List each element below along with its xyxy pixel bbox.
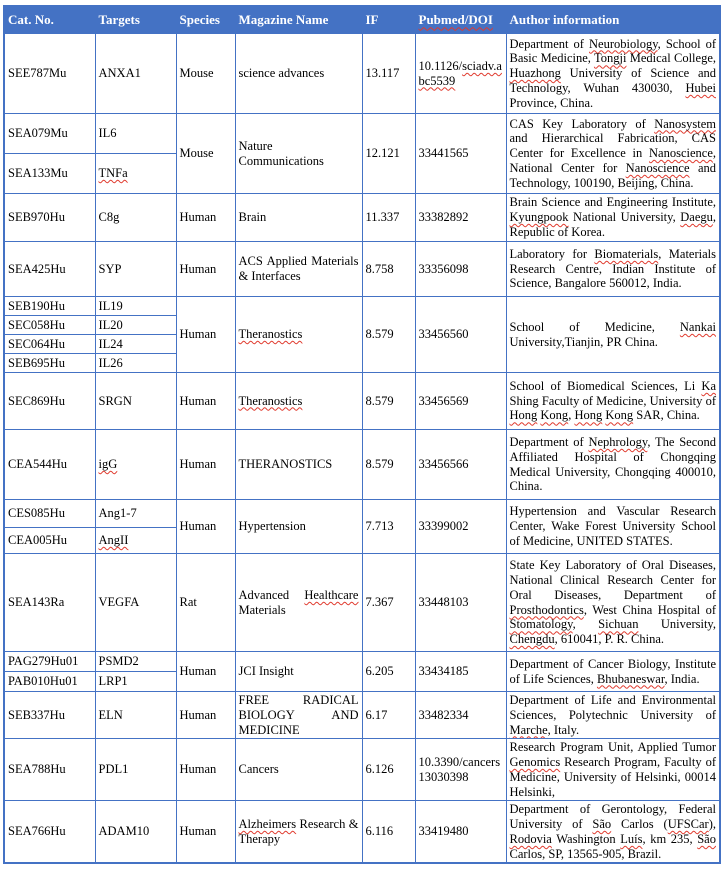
cell-target: Ang1-7 [95,500,176,528]
cell-magazine: science advances [235,34,362,114]
table-row [4,739,720,801]
table-row [4,500,720,528]
cell-species: Human [176,652,235,692]
cell-cat-no: SEA143Ra [4,554,95,652]
cell-magazine: Brain [235,194,362,242]
cell-species: Human [176,500,235,554]
cell-target: C8g [95,194,176,242]
cell-cat-no: CEA544Hu [4,430,95,500]
cell-magazine: Cancers [235,739,362,801]
cell-if: 8.579 [362,430,415,500]
cell-magazine: Nature Communications [235,114,362,194]
col-header-targets: Targets [95,6,176,34]
cell-target: IL19 [95,297,176,316]
col-header-magazine-name: Magazine Name [235,6,362,34]
cell-target: IL6 [95,114,176,154]
cell-pubmed-doi: 33456566 [415,430,506,500]
cell-target: IL26 [95,354,176,373]
table-row [4,554,720,652]
table-row [4,430,720,500]
cell-pubmed-doi: 33399002 [415,500,506,554]
table-row [4,194,720,242]
cell-species: Human [176,739,235,801]
cell-cat-no: SEA425Hu [4,242,95,297]
cell-if: 13.117 [362,34,415,114]
cell-author: Brain Science and Engineering Institute, Kyungpook National University, Daegu, Republic of Korea. [506,194,720,242]
cell-magazine: THERANOSTICS [235,430,362,500]
cell-author: State Key Laboratory of Oral Diseases, National Clinical Research Center for Oral Diseases, Department of Prosthodontics, West China Hospital of Stomatology, Sichuan University, Chengdu, 610041, P. R. China. [506,554,720,652]
cell-cat-no: SEC869Hu [4,373,95,430]
cell-cat-no: SEA133Mu [4,154,95,194]
cell-target: TNFa [95,154,176,194]
cell-author: Laboratory for Biomaterials, Materials Research Centre, Indian Institute of Science, Bangalore 560012, India. [506,242,720,297]
cell-cat-no: SEB337Hu [4,692,95,739]
cell-target: LRP1 [95,672,176,692]
cell-species: Human [176,242,235,297]
table-row [4,652,720,672]
cell-if: 6.126 [362,739,415,801]
cell-target: VEGFA [95,554,176,652]
cell-target: PDL1 [95,739,176,801]
cell-species: Human [176,430,235,500]
cell-cat-no: PAG279Hu01 [4,652,95,672]
table-row [4,242,720,297]
cell-if: 8.758 [362,242,415,297]
cell-pubmed-doi: 33356098 [415,242,506,297]
cell-if: 8.579 [362,373,415,430]
cell-species: Human [176,297,235,373]
cell-cat-no: SEB970Hu [4,194,95,242]
table-header-row [4,6,720,34]
cell-author: School of Biomedical Sciences, Li Ka Shing Faculty of Medicine, University of Hong Kong, Hong Kong SAR, China. [506,373,720,430]
col-header-species: Species [176,6,235,34]
cell-author: Department of Cancer Biology, Institute of Life Sciences, Bhubaneswar, India. [506,652,720,692]
table-row [4,801,720,864]
cell-magazine: FREE RADICAL BIOLOGY AND MEDICINE [235,692,362,739]
cell-author: Department of Nephrology, The Second Affiliated Hospital of Chongqing Medical University, Chongqing 400010, China. [506,430,720,500]
cell-if: 7.367 [362,554,415,652]
cell-pubmed-doi: 33456569 [415,373,506,430]
cell-pubmed-doi: 33434185 [415,652,506,692]
cell-author: Department of Gerontology, Federal University of São Carlos (UFSCar), Rodovia Washington Luís, km 235, São Carlos, SP, 13565-905, Brazil. [506,801,720,864]
table-row [4,692,720,739]
cell-cat-no: SEA788Hu [4,739,95,801]
cell-author: Hypertension and Vascular Research Center, Wake Forest University School of Medicine, UNITED STATES. [506,500,720,554]
cell-author: Research Program Unit, Applied Tumor Genomics Research Program, Faculty of Medicine, University of Helsinki, 00014 Helsinki, [506,739,720,801]
cell-cat-no: CEA005Hu [4,528,95,554]
cell-pubmed-doi: 10.1126/sciadv.abc5539 [415,34,506,114]
cell-species: Human [176,373,235,430]
cell-species: Rat [176,554,235,652]
cell-target: SYP [95,242,176,297]
cell-magazine: Theranostics [235,297,362,373]
cell-species: Human [176,692,235,739]
col-header-pubmed-doi: Pubmed/DOI [415,6,506,34]
cell-pubmed-doi: 33441565 [415,114,506,194]
table-row [4,114,720,154]
cell-pubmed-doi: 33448103 [415,554,506,652]
cell-cat-no: PAB010Hu01 [4,672,95,692]
cell-cat-no: SEA079Mu [4,114,95,154]
cell-author: Department of Life and Environmental Sciences, Polytechnic University of Marche, Italy. [506,692,720,739]
cell-magazine: Advanced Healthcare Materials [235,554,362,652]
cell-pubmed-doi: 10.3390/cancers13030398 [415,739,506,801]
cell-pubmed-doi: 33482334 [415,692,506,739]
cell-cat-no: SEE787Mu [4,34,95,114]
cell-species: Mouse [176,34,235,114]
cell-target: igG [95,430,176,500]
table-row [4,34,720,114]
cell-cat-no: SEB190Hu [4,297,95,316]
cell-magazine: Hypertension [235,500,362,554]
cell-species: Human [176,194,235,242]
cell-author: School of Medicine, Nankai University,Tianjin, PR China. [506,297,720,373]
cell-magazine: Alzheimers Research & Therapy [235,801,362,864]
cell-if: 8.579 [362,297,415,373]
cell-if: 7.713 [362,500,415,554]
cell-if: 11.337 [362,194,415,242]
cell-author: Department of Neurobiology, School of Basic Medicine, Tongji Medical College, Huazhong University of Science and Technology, Wuhan 430030, Hubei Province, China. [506,34,720,114]
cell-author: CAS Key Laboratory of Nanosystem and Hierarchical Fabrication, CAS Center for Excellence in Nanoscience, National Center for Nanoscience and Technology, 100190, Beijing, China. [506,114,720,194]
cell-if: 12.121 [362,114,415,194]
col-header-if: IF [362,6,415,34]
cell-cat-no: SEB695Hu [4,354,95,373]
col-header-cat-no: Cat. No. [4,6,95,34]
cell-magazine: Theranostics [235,373,362,430]
cell-pubmed-doi: 33456560 [415,297,506,373]
table-row [4,373,720,430]
cell-target: PSMD2 [95,652,176,672]
cell-target: SRGN [95,373,176,430]
publications-table [3,5,721,864]
cell-if: 6.17 [362,692,415,739]
col-header-author-information: Author information [506,6,720,34]
cell-if: 6.116 [362,801,415,864]
cell-if: 6.205 [362,652,415,692]
cell-target: ANXA1 [95,34,176,114]
cell-target: ADAM10 [95,801,176,864]
cell-species: Human [176,801,235,864]
cell-cat-no: CES085Hu [4,500,95,528]
cell-pubmed-doi: 33382892 [415,194,506,242]
cell-magazine: JCI Insight [235,652,362,692]
cell-pubmed-doi: 33419480 [415,801,506,864]
cell-cat-no: SEA766Hu [4,801,95,864]
cell-species: Mouse [176,114,235,194]
cell-cat-no: SEC058Hu [4,316,95,335]
cell-target: IL20 [95,316,176,335]
table-row [4,297,720,316]
cell-target: IL24 [95,335,176,354]
cell-magazine: ACS Applied Materials & Interfaces [235,242,362,297]
cell-cat-no: SEC064Hu [4,335,95,354]
cell-target: ELN [95,692,176,739]
cell-target: AngII [95,528,176,554]
